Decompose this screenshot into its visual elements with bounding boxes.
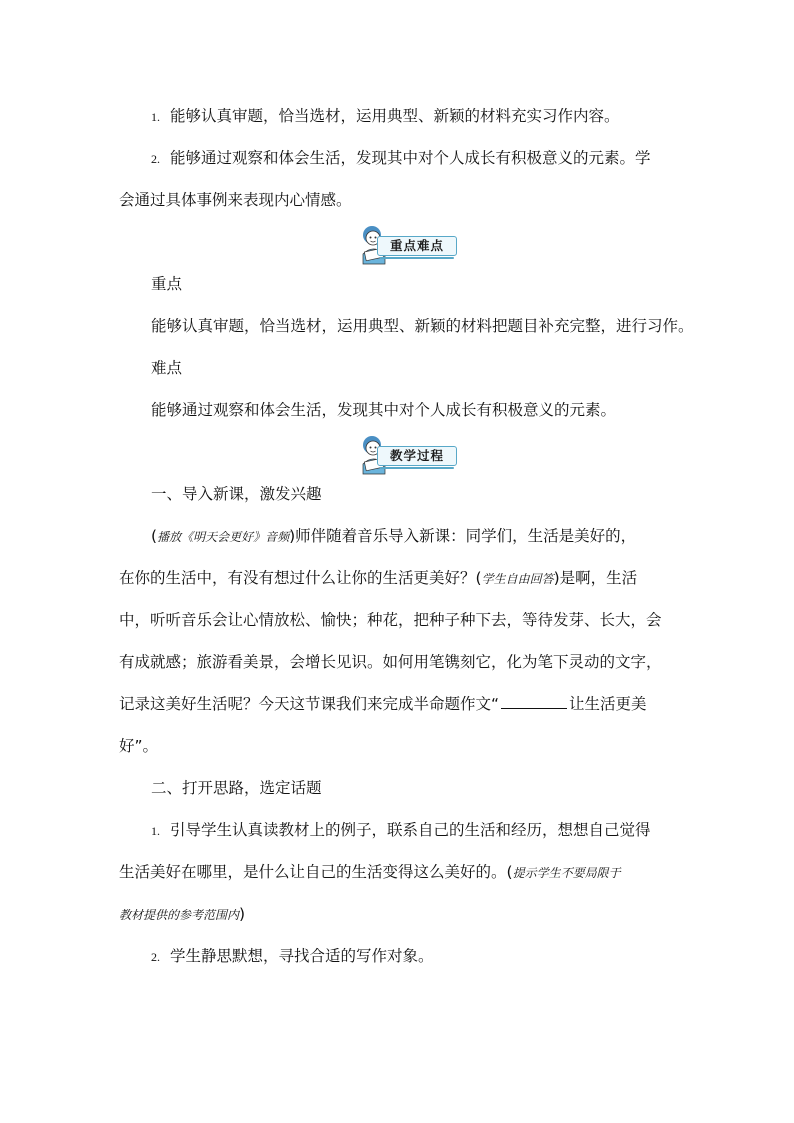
section-1-line2-pre: 在你的生活中，有没有想过什么让你的生活更美好？( xyxy=(119,569,482,587)
section-1-line5-pre: 记录这美好生活呢？今天这节课我们来完成半命题作文“ xyxy=(119,695,500,713)
title-blank xyxy=(501,694,567,709)
section-2-item-1 xyxy=(151,812,717,849)
section-1-heading: 一、导入新课，激发兴趣 xyxy=(151,485,322,503)
section-1-line5-post: 让生活更美 xyxy=(569,695,647,713)
focus-heading: 重点 xyxy=(151,275,183,293)
paren-open: ( xyxy=(151,527,158,545)
section-1-para-line1 xyxy=(151,518,717,555)
difficulty-heading: 难点 xyxy=(151,359,183,377)
hint-note-a: 提示学生不要局限于 xyxy=(512,866,621,880)
section-1-para-line2 xyxy=(119,560,685,597)
section-2-item-1-line1: 引导学生认真读教材上的例子，联系自己的生活和经历，想想自己觉得 xyxy=(170,821,651,839)
section-1-para-line6: 好”。 xyxy=(119,737,159,755)
difficulty-text: 能够通过观察和体会生活，发现其中对个人成长有积极意义的元素。 xyxy=(151,401,617,419)
teaching-process-badge-label: 教学过程 xyxy=(377,446,457,466)
objective-2-line1: 能够通过观察和体会生活，发现其中对个人成长有积极意义的元素。学 xyxy=(170,149,651,167)
objective-1 xyxy=(151,98,717,135)
objective-1-text: 能够认真审题，恰当选材，运用典型、新颖的材料充实习作内容。 xyxy=(170,107,620,125)
section-1-line2-post: )是啊，生活 xyxy=(553,569,638,587)
objective-2-number: 2. xyxy=(151,152,160,166)
section-2-item-1-line2-text: 生活美好在哪里，是什么让自己的生活变得这么美好的。( xyxy=(119,863,513,881)
key-points-badge xyxy=(357,224,464,266)
section-1-para-line4: 有成就感；旅游看美景，会增长见识。如何用笔镌刻它，化为笔下灵动的文字， xyxy=(119,653,662,671)
key-points-badge-label: 重点难点 xyxy=(377,236,457,256)
section-2-item-1-line3 xyxy=(119,896,685,933)
hint-note-b: 教材提供的参考范围内 xyxy=(119,908,240,922)
section-1-para-line5 xyxy=(119,686,685,722)
objective-2-line2: 会通过具体事例来表现内心情感。 xyxy=(119,191,352,209)
objective-2-cont xyxy=(119,182,685,218)
stage-note-answer: 学生自由回答 xyxy=(481,572,554,586)
section-2-item-1-line2 xyxy=(119,854,685,891)
section-2-item-2-number: 2. xyxy=(151,950,160,964)
section-2-item-2-text: 学生静思默想，寻找合适的写作对象。 xyxy=(170,947,434,965)
section-1-para-line3: 中，听听音乐会让心情放松、愉快；种花，把种子种下去，等待发芽、长大，会 xyxy=(119,611,662,629)
section-2-item-1-number: 1. xyxy=(151,824,160,838)
focus-text: 能够认真审题，恰当选材，运用典型、新颖的材料把题目补充完整，进行习作。 xyxy=(151,317,694,335)
stage-note-audio: 播放《明天会更好》音频 xyxy=(157,530,290,544)
teaching-process-badge xyxy=(357,434,464,476)
section-2-heading: 二、打开思路，选定话题 xyxy=(151,779,322,797)
section-2-item-2 xyxy=(151,938,717,975)
paren-close: ) xyxy=(239,905,246,923)
objective-2 xyxy=(151,140,717,177)
objective-1-number: 1. xyxy=(151,110,160,124)
section-1-line1-text: )师伴随着音乐导入新课：同学们，生活是美好的， xyxy=(289,527,637,545)
